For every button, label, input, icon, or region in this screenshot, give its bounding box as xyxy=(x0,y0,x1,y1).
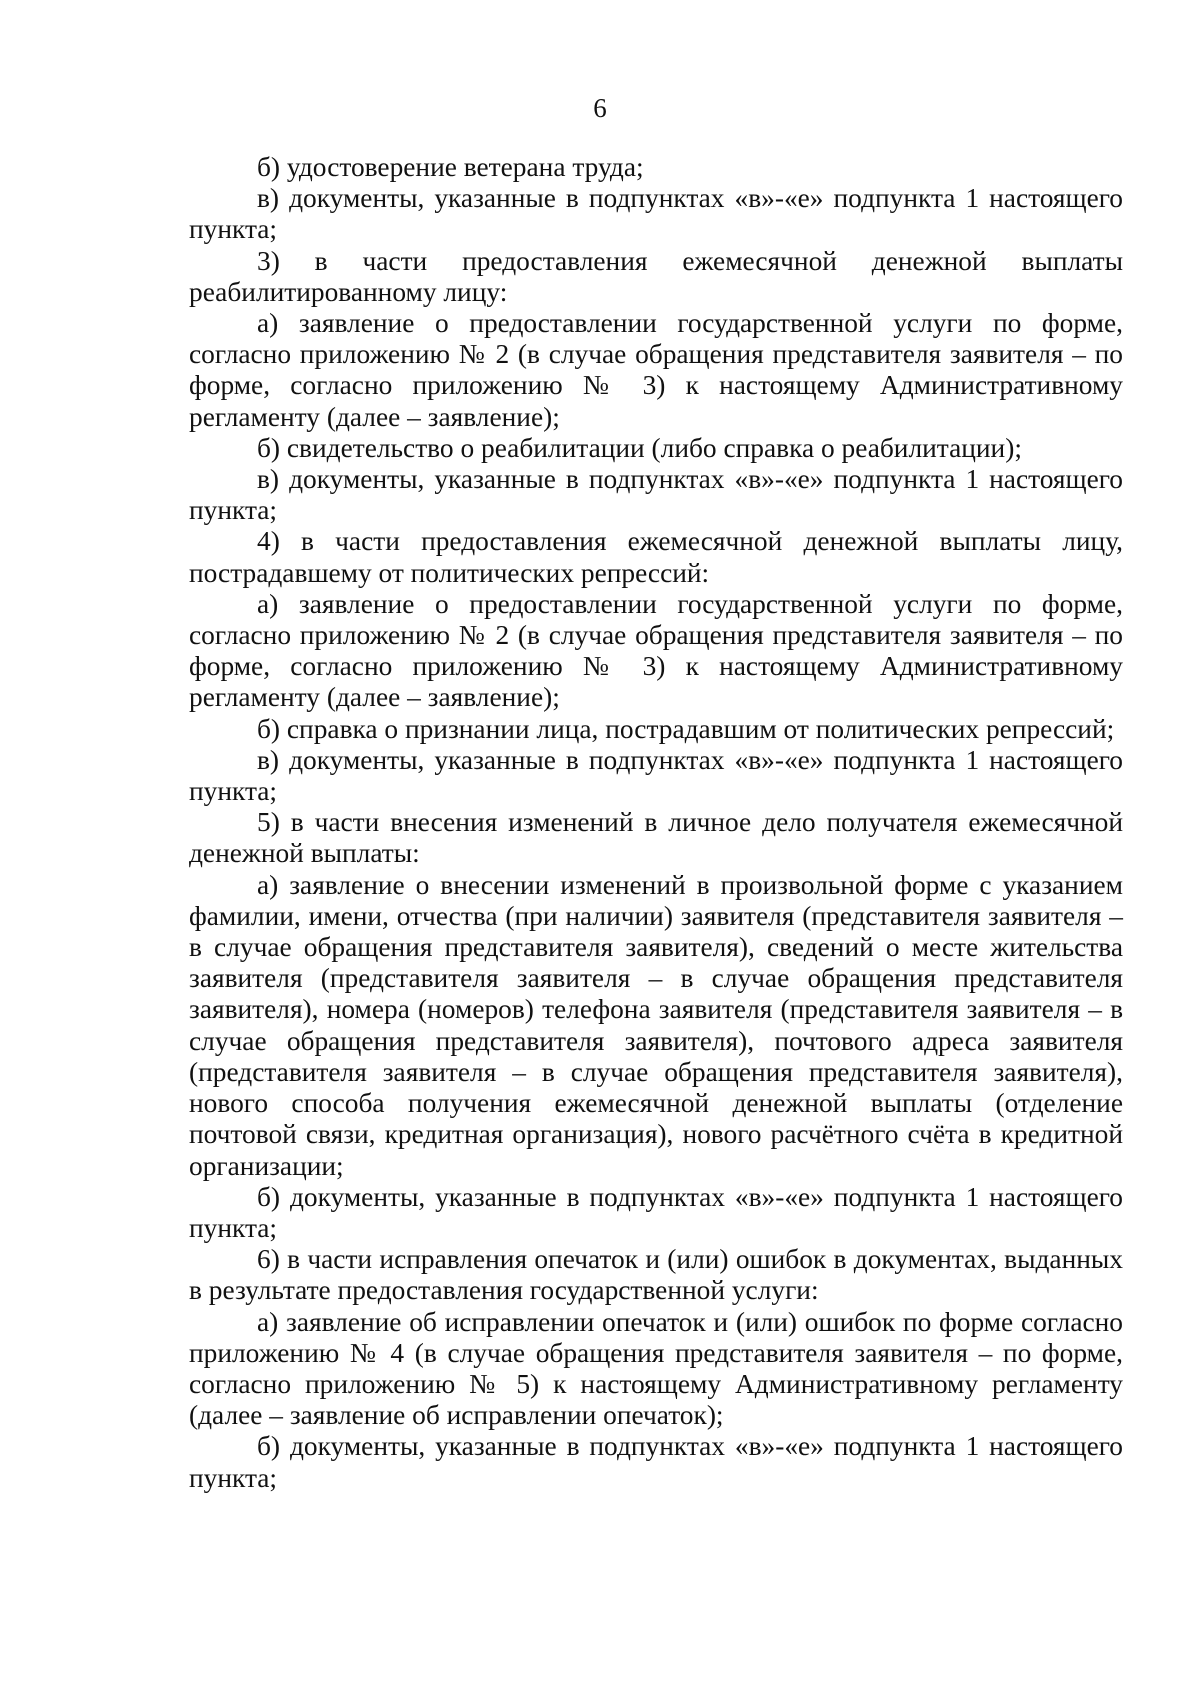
document-body xyxy=(189,152,1123,1494)
paragraph-b-documents-4: б) документы, указанные в подпунктах «в»-«е» подпункта 1 настоящего пункта; xyxy=(189,1181,1123,1243)
paragraph-v-documents-1: в) документы, указанные в подпунктах «в»-«е» подпункта 1 настоящего пункта; xyxy=(189,183,1123,245)
paragraph-6-typo-correction: 6) в части исправления опечаток и (или) ошибок в документах, выданных в результате предоставления государственной услуги: xyxy=(189,1244,1123,1306)
paragraph-b-repression-certificate: б) справка о признании лица, пострадавшим от политических репрессий; xyxy=(257,713,1115,744)
paragraph-a-typo-application: а) заявление об исправлении опечаток и (или) ошибок по форме согласно приложению № 4 (в случае обращения представителя заявителя – по форме, согласно приложению № 5) к настоящему Административному регламенту (далее – заявление об исправлении опечаток); xyxy=(189,1306,1123,1431)
paragraph-a-change-application: а) заявление о внесении изменений в произвольной форме с указанием фамилии, имени, отчества (при наличии) заявителя (представителя заявителя – в случае обращения представителя заявителя), сведений о месте жительства заявителя (представителя заявителя – в случае обращения представителя заявителя), номера (номеров) телефона заявителя (представителя заявителя – в случае обращения представителя заявителя), почтового адреса заявителя (представителя заявителя – в случае обращения представителя заявителя), нового способа получения ежемесячной денежной выплаты (отделение почтовой связи, кредитная организация), нового расчётного счёта в кредитной организации; xyxy=(189,869,1123,1181)
paragraph-b-rehabilitation-certificate: б) свидетельство о реабилитации (либо справка о реабилитации); xyxy=(257,432,1022,463)
paragraph-a-application-2: а) заявление о предоставлении государственной услуги по форме, согласно приложению № 2 (в случае обращения представителя заявителя – по форме, согласно приложению № 3) к настоящему Административному регламенту (далее – заявление); xyxy=(189,588,1123,713)
paragraph-b-documents-5: б) документы, указанные в подпунктах «в»-«е» подпункта 1 настоящего пункта; xyxy=(189,1431,1123,1493)
page-number: 6 xyxy=(593,93,607,123)
paragraph-3-rehabilitated-person: 3) в части предоставления ежемесячной денежной выплаты реабилитированному лицу: xyxy=(189,245,1123,307)
paragraph-v-documents-3: в) документы, указанные в подпунктах «в»-«е» подпункта 1 настоящего пункта; xyxy=(189,744,1123,807)
paragraph-4-repression-victim: 4) в части предоставления ежемесячной денежной выплаты лицу, пострадавшему от политических репрессий: xyxy=(189,526,1123,588)
paragraph-a-application-1: а) заявление о предоставлении государственной услуги по форме, согласно приложению № 2 (в случае обращения представителя заявителя – по форме, согласно приложению № 3) к настоящему Административному регламенту (далее – заявление); xyxy=(189,308,1123,432)
paragraph-5-personal-file-changes: 5) в части внесения изменений в личное дело получателя ежемесячной денежной выплаты: xyxy=(189,807,1123,869)
paragraph-b-veteran-certificate: б) удостоверение ветерана труда; xyxy=(257,152,644,182)
paragraph-v-documents-2: в) документы, указанные в подпунктах «в»-«е» подпункта 1 настоящего пункта; xyxy=(189,464,1123,526)
